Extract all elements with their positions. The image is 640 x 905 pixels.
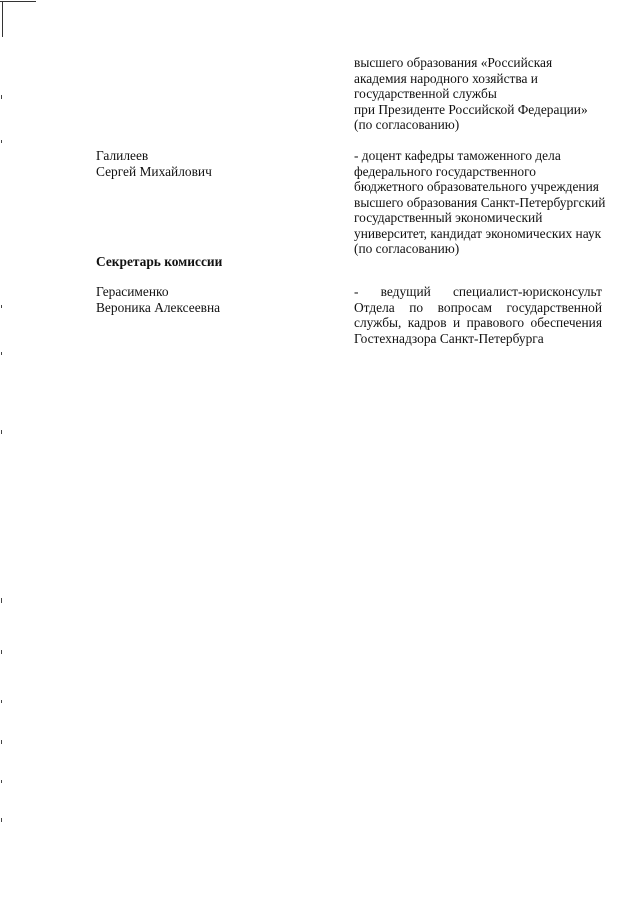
text-line: при Президенте Российской Федерации» bbox=[354, 101, 588, 117]
secretary-heading: Секретарь комиссии bbox=[96, 254, 223, 269]
text-line: государственной службы bbox=[354, 86, 497, 101]
text-line: (по согласованию) bbox=[354, 117, 460, 132]
text-line: - ведущий специалист-юрисконсульт bbox=[354, 284, 602, 299]
given-names: Сергей Михайлович bbox=[96, 163, 212, 179]
text-line: (по согласованию) bbox=[354, 241, 460, 256]
text-line: - доцент кафедры таможенного дела bbox=[354, 148, 561, 163]
member-name-galileev bbox=[96, 148, 212, 179]
continuation-role-text bbox=[354, 55, 602, 133]
text-line: академия народного хозяйства и bbox=[354, 70, 538, 86]
secretary-role bbox=[354, 284, 602, 346]
text-line: государственный экономический bbox=[354, 210, 543, 225]
text-line: федерального государственного bbox=[354, 163, 536, 179]
text-line: Гостехнадзора Санкт-Петербурга bbox=[354, 330, 544, 346]
secretary-name bbox=[96, 284, 220, 315]
member-role-galileev bbox=[354, 148, 606, 257]
scan-corner-mark bbox=[0, 0, 40, 6]
text-line: Отдела по вопросам государственной bbox=[354, 299, 602, 315]
surname: Герасименко bbox=[96, 284, 169, 299]
text-line: высшего образования «Российская bbox=[354, 55, 553, 70]
text-line: высшего образования Санкт-Петербургский bbox=[354, 194, 606, 210]
given-names: Вероника Алексеевна bbox=[96, 299, 221, 315]
surname: Галилеев bbox=[96, 148, 149, 163]
text-line: службы, кадров и правового обеспечения bbox=[354, 315, 602, 330]
scan-left-edge bbox=[0, 0, 3, 905]
text-line: бюджетного образовательного учреждения bbox=[354, 179, 599, 194]
text-line: университет, кандидат экономических наук bbox=[354, 225, 602, 241]
